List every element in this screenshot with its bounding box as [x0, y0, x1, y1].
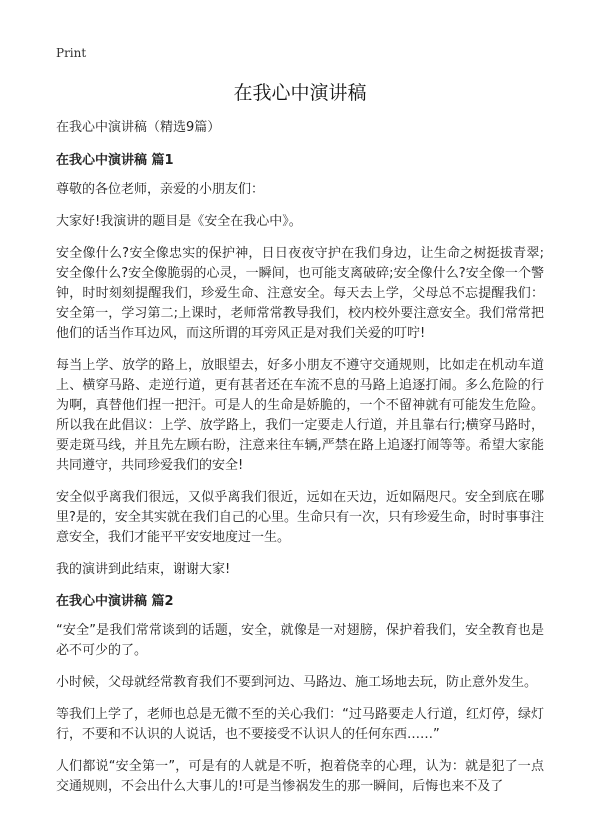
section-heading: 在我心中演讲稿 篇2: [56, 594, 174, 609]
paragraph: 人们都说“安全第一”，可是有的人就是不听，抱着侥幸的心理，认为：就是犯了一点交通规则，不会出什么大事儿的!可是当惨祸发生的那一瞬间，后悔也来不及了: [56, 759, 544, 794]
document-subtitle: 在我心中演讲稿（精选9篇）: [56, 120, 221, 135]
print-link[interactable]: Print: [56, 46, 87, 60]
paragraph: 大家好!我演讲的题目是《安全在我心中》。: [56, 214, 302, 229]
section-1: [56, 151, 544, 580]
paragraph: 每当上学、放学的路上，放眼望去，好多小朋友不遵守交通规则，比如走在机动车道上、横穿马路、走逆行道，更有甚者还在车流不息的马路上追逐打闹。多么危险的行为啊，真替他们捏一把汗。可是人的生命是娇脆的，一个不留神就有可能发生危险。所以我在此倡议：上学、放学路上，我们一定要走人行道，并且靠右行;横穿马路时，要走斑马线，并且先左顾右盼，注意来往车辆,严禁在路上追逐打闹等等。希望大家能共同遵守，共同珍爱我们的安全!: [56, 358, 544, 473]
paragraph: 安全像什么?安全像忠实的保护神，日日夜夜守护在我们身边，让生命之树挺拔青翠;安全像什么?安全像脆弱的心灵，一瞬间，也可能支离破碎;安全像什么?安全像一个警钟，时时刻刻提醒我们，珍爱生命、注意安全。每天去上学，父母总不忘提醒我们：安全第一，学习第二;上课时，老师常常教导我们，校内校外要注意安全。我们常常把他们的话当作耳边风，而这所谓的耳旁风正是对我们关爱的叮咛!: [56, 246, 544, 341]
page-title: 在我心中演讲稿: [233, 82, 367, 104]
paragraph: 尊敬的各位老师，亲爱的小朋友们：: [56, 182, 265, 197]
paragraph: 小时候，父母就经常教育我们不要到河边、马路边、施工场地去玩，防止意外发生。: [56, 675, 538, 690]
paragraph: 安全似乎离我们很远，又似乎离我们很近，远如在天边，近如隔咫尺。安全到底在哪里?是的，安全其实就在我们自己的心里。生命只有一次，只有珍爱生命，时时事事注意安全，我们才能平平安安地度过一生。: [56, 490, 544, 545]
section-heading: 在我心中演讲稿 篇1: [56, 153, 174, 168]
document-body: [56, 118, 544, 809]
paragraph: “安全”是我们常常谈到的话题，安全，就像是一对翅膀，保护着我们，安全教育也是必不可少的了。: [56, 623, 544, 658]
section-2: [56, 592, 544, 797]
paragraph: 我的演讲到此结束，谢谢大家!: [56, 562, 231, 577]
paragraph: 等我们上学了，老师也总是无微不至的关心我们：“过马路要走人行道，红灯停，绿灯行，不要和不认识的人说话，也不要接受不认识人的任何东西……”: [56, 707, 544, 742]
